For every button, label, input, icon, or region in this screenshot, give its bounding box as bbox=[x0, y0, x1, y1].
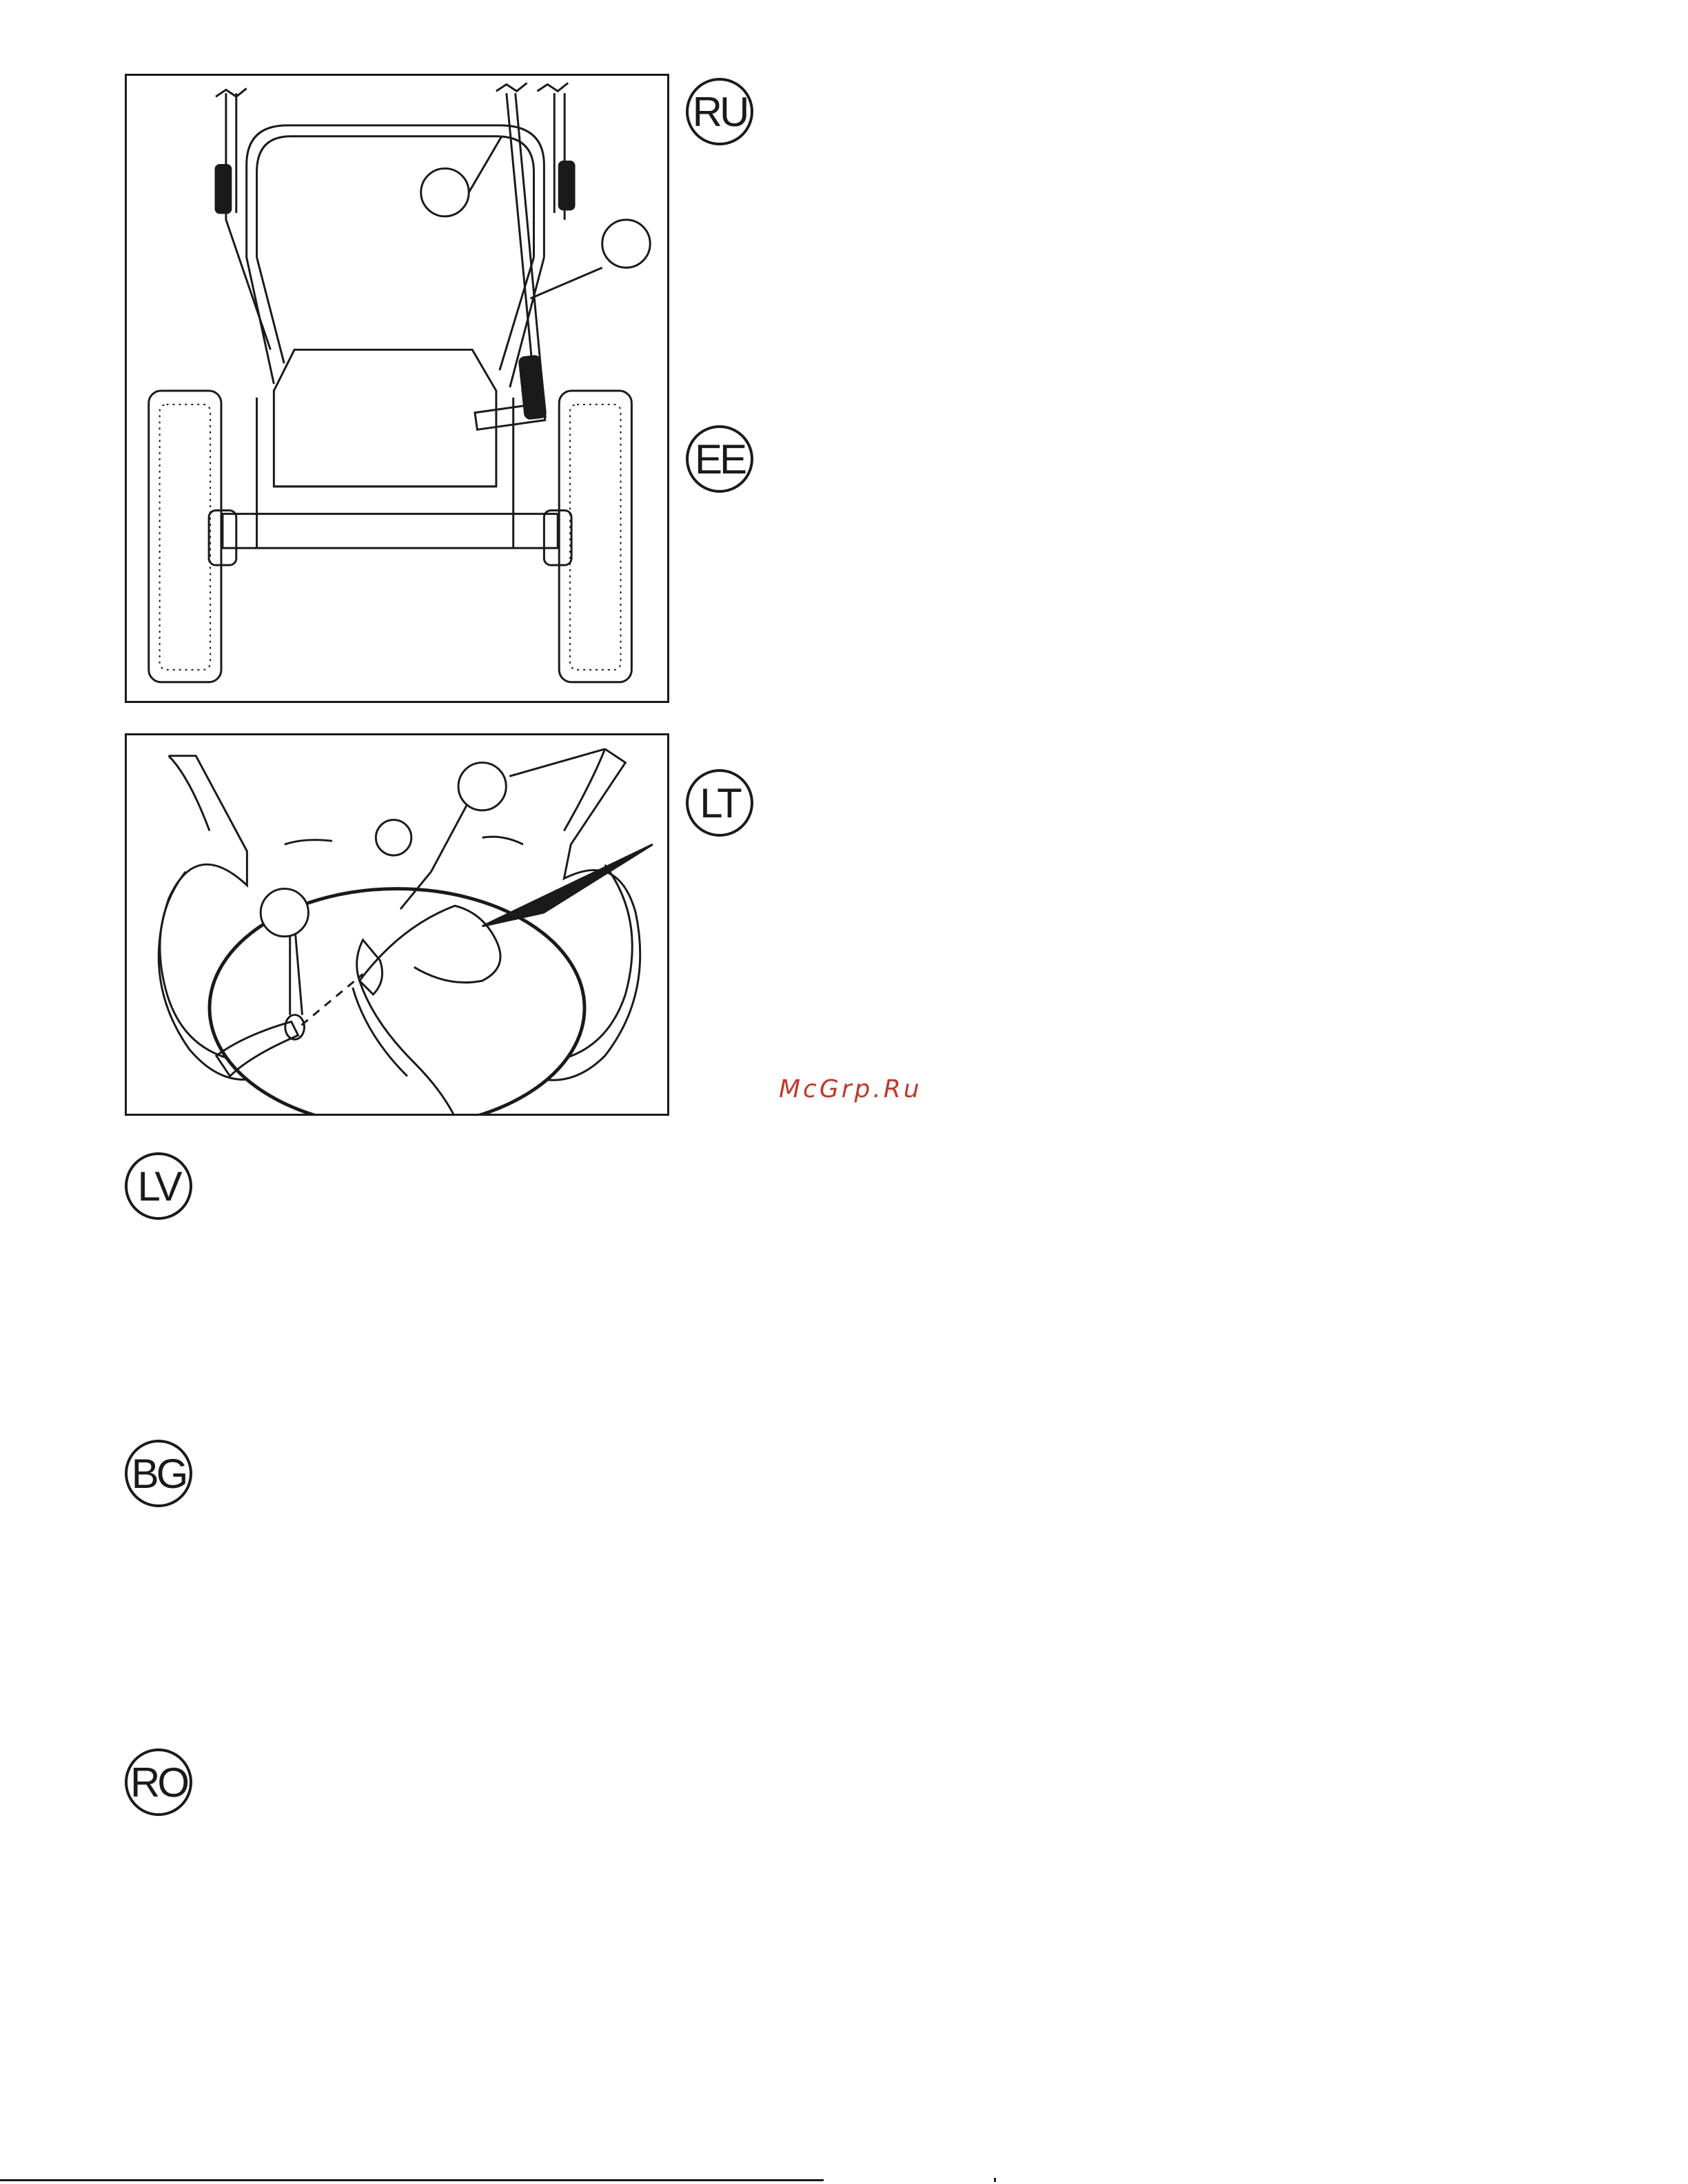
language-badge-lv: LV bbox=[125, 1152, 192, 1220]
figure-handle-detail bbox=[125, 733, 669, 1116]
callout-circle-2 bbox=[602, 220, 650, 267]
figure-machine-top-view bbox=[125, 74, 669, 703]
footer-divider bbox=[0, 2179, 824, 2181]
language-badge-ro: RO bbox=[125, 1748, 192, 1816]
footer-tick-mark bbox=[994, 2178, 996, 2182]
language-badge-ee: EE bbox=[686, 425, 753, 493]
language-badge-ru: RU bbox=[686, 78, 753, 145]
language-badge-bg: BG bbox=[125, 1440, 192, 1507]
language-badge-lt: LT bbox=[686, 769, 753, 837]
handle-detail-drawing bbox=[127, 735, 667, 1114]
watermark-text: McGrp.Ru bbox=[779, 1075, 922, 1103]
callout-circle-4 bbox=[458, 763, 506, 810]
callout-circle-1 bbox=[421, 168, 469, 216]
callout-circle-3 bbox=[261, 889, 308, 937]
machine-top-view-drawing bbox=[127, 76, 667, 701]
